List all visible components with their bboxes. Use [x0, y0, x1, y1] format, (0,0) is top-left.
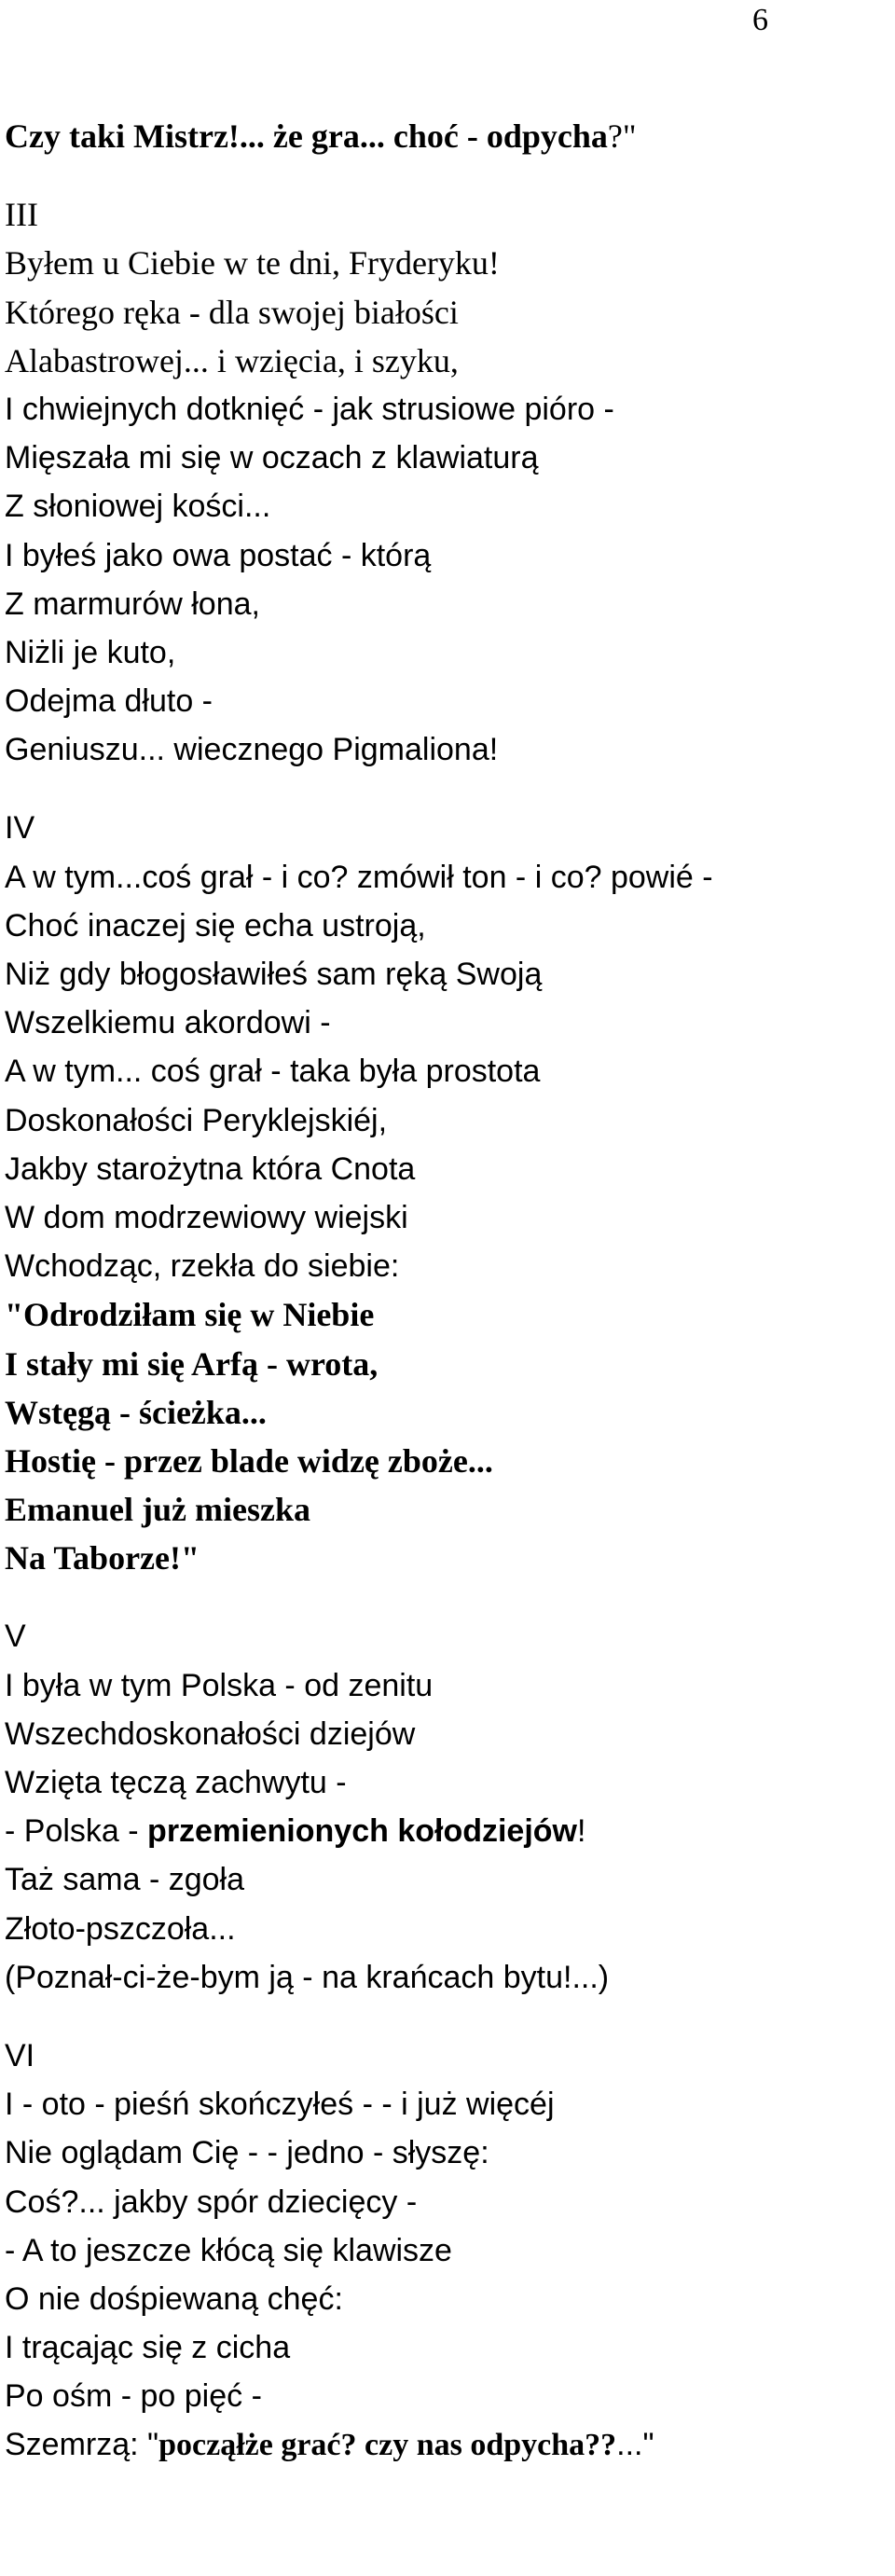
- poem-line: Mięszała mi się w oczach z klawiaturą: [5, 440, 539, 476]
- poem-line: I chwiejnych dotknięć - jak strusiowe pióro -: [5, 391, 614, 427]
- poem-line: Byłem u Ciebie w te dni, Fryderyku!: [5, 244, 500, 282]
- poem-line: O nie dośpiewaną chęć:: [5, 2280, 343, 2317]
- poem-line: Wchodząc, rzekła do siebie:: [5, 1248, 400, 1285]
- section-heading-iii: III: [5, 196, 38, 234]
- section-heading-vi: VI: [5, 2037, 35, 2073]
- poem-line-bold: Hostię - przez blade widzę zboże...: [5, 1441, 493, 1480]
- poem-line: [5, 1807, 890, 1855]
- poem-line: Po ośm - po pięć -: [5, 2378, 262, 2415]
- poem-line: Coś?... jakby spór dziecięcy -: [5, 2183, 418, 2220]
- poem-line: Jakby starożytna która Cnota: [5, 1150, 416, 1187]
- poem-line: Taż sama - zgoła: [5, 1862, 244, 1898]
- poem-line: Choć inaczej się echa ustroją,: [5, 907, 426, 944]
- poem-line: I trącając się z cicha: [5, 2330, 291, 2366]
- bold-text: począłże grać? czy nas odpycha??: [158, 2428, 617, 2463]
- stanza-gap: [5, 1582, 890, 1612]
- stanza-gap: [5, 160, 890, 190]
- poem-line: Niż gdy błogosławiłeś sam ręką Swoją: [5, 957, 543, 992]
- page-number: 6: [752, 3, 768, 37]
- poem-line: I była w tym Polska - od zenitu: [5, 1667, 434, 1703]
- plain-text: ?": [607, 117, 637, 155]
- poem-line: Nie oglądam Cię - - jedno - słyszę:: [5, 2135, 489, 2171]
- stanza-gap: [5, 774, 890, 804]
- poem-line: Alabastrowej... i wzięcia, i szyku,: [5, 341, 459, 379]
- plain-text: ...": [616, 2427, 654, 2463]
- poem-line-bold: Emanuel już mieszka: [5, 1491, 310, 1529]
- poem-line: Z marmurów łona,: [5, 585, 260, 622]
- plain-text: Szemrzą: ": [5, 2427, 159, 2463]
- poem-line: I - oto - pieśń skończyłeś - - i już więcéj: [5, 2087, 555, 2123]
- poem-line: (Poznał-ci-że-bym ją - na krańcach bytu!...): [5, 1959, 610, 1995]
- poem-line: Wszechdoskonałości dziejów: [5, 1715, 416, 1752]
- poem-line-bold: Na Taborze!": [5, 1539, 200, 1577]
- plain-text: !: [577, 1813, 586, 1850]
- poem-line: [5, 112, 890, 160]
- bold-text: przemienionych kołodziejów: [147, 1813, 578, 1850]
- poem-line-bold: Wstęgą - ścieżka...: [5, 1393, 267, 1431]
- poem-text: [5, 112, 890, 2470]
- poem-line: Złoto-pszczoła...: [5, 1910, 236, 1947]
- poem-line: [5, 2420, 890, 2469]
- poem-line: Wzięta tęczą zachwytu -: [5, 1765, 347, 1800]
- poem-line-bold: "Odrodziłam się w Niebie: [5, 1296, 375, 1334]
- poem-line: I byłeś jako owa postać - którą: [5, 537, 432, 573]
- poem-line: Odejma dłuto -: [5, 683, 213, 720]
- poem-line: Geniuszu... wiecznego Pigmaliona!: [5, 732, 499, 768]
- plain-text: - Polska -: [5, 1813, 148, 1850]
- poem-line: A w tym...coś grał - i co? zmówił ton - i co? powié -: [5, 859, 713, 895]
- poem-line-bold: I stały mi się Arfą - wrota,: [5, 1344, 379, 1383]
- poem-line: Wszelkiemu akordowi -: [5, 1005, 331, 1041]
- stanza-gap: [5, 2002, 890, 2032]
- bold-text: Czy taki Mistrz!... że gra... choć - odpycha: [5, 117, 608, 155]
- poem-line: Niżli je kuto,: [5, 634, 176, 670]
- poem-line: Którego ręka - dla swojej białości: [5, 293, 459, 331]
- poem-line: Z słoniowej kości...: [5, 489, 271, 525]
- poem-line: - A to jeszcze kłócą się klawisze: [5, 2232, 452, 2268]
- section-heading-iv: IV: [5, 810, 35, 847]
- poem-line: A w tym... coś grał - taka była prostota: [5, 1054, 541, 1090]
- poem-line: Doskonałości Peryklejskiéj,: [5, 1102, 388, 1138]
- poem-line: W dom modrzewiowy wiejski: [5, 1199, 408, 1235]
- section-heading-v: V: [5, 1619, 26, 1655]
